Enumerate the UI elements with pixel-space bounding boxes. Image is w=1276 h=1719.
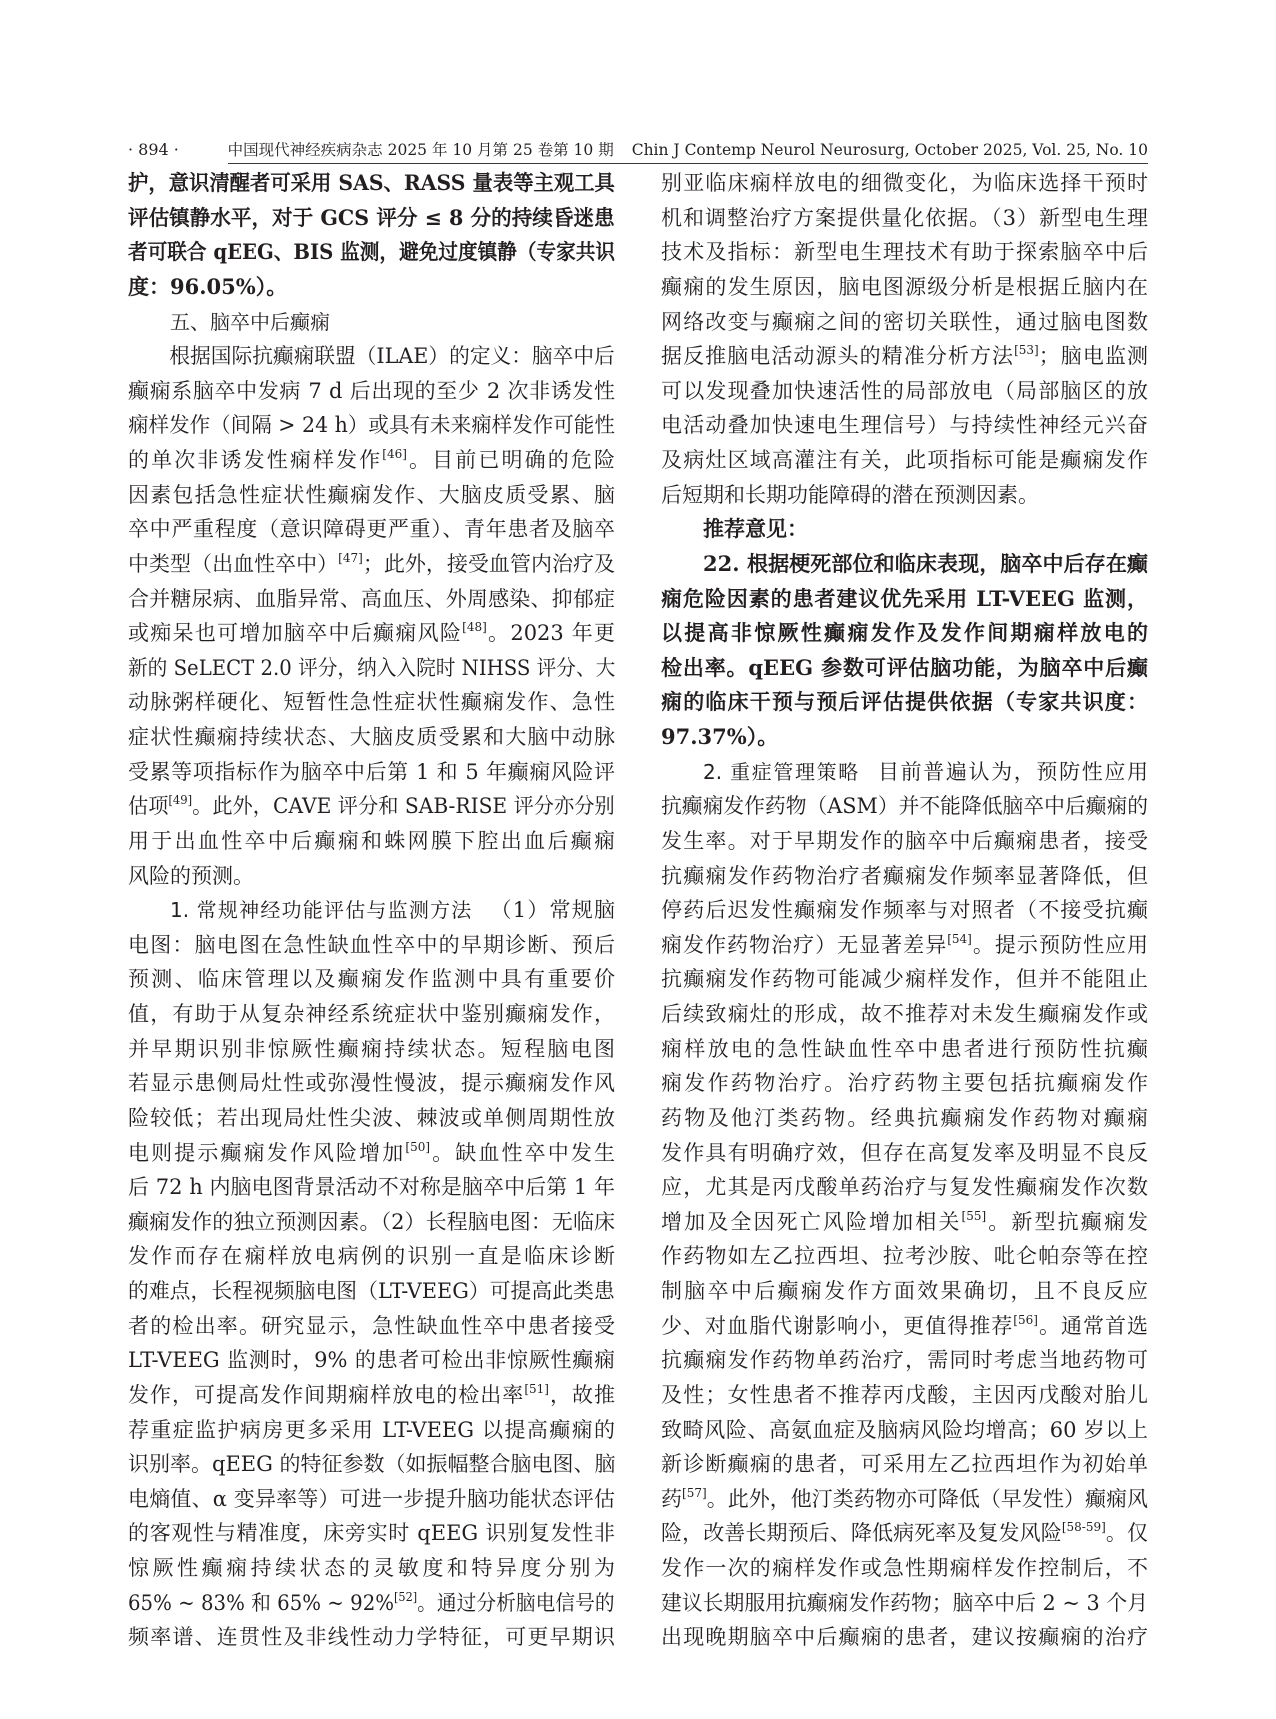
line-text: 据反推脑电活动源头的精准分析方法: [661, 344, 1015, 369]
text-line: [661, 1205, 1148, 1240]
line-text: 风险的预测。: [128, 863, 254, 888]
text-line: [661, 1136, 1148, 1171]
body-paragraph: [661, 755, 1148, 1655]
journal-title-en: Chin J Contemp Neurol Neurosurg, October 2025, Vol. 25, No. 10: [631, 141, 1148, 159]
line-text: 后 72 h 内脑电图背景活动不对称是脑卒中后第 1 年: [128, 1175, 615, 1200]
text-line: [128, 685, 615, 720]
text-line: [661, 339, 1148, 374]
line-text: 险较低；若出现局灶性尖波、棘波或单侧周期性放: [128, 1105, 615, 1130]
line-text: 估项: [128, 794, 169, 819]
line-text: 痫发作药物治疗）无显著差异: [661, 932, 948, 957]
line-text: 的客观性与精准度，床旁实时 qEEG 识别复发性非: [128, 1521, 615, 1546]
text-line: [128, 512, 615, 547]
subsection-title: 2. 重症管理策略: [703, 759, 860, 784]
text-line: [128, 582, 615, 617]
line-text: 。此外，他汀类药物亦可降低（早发性）癫痫风: [706, 1486, 1149, 1511]
text-line: [661, 789, 1149, 824]
line-text: 癫痫发作的独立预测因素。（2）长程脑电图：无临床: [128, 1209, 615, 1234]
text-line: [128, 166, 615, 201]
text-line: [128, 893, 615, 928]
line-text: 者的检出率。研究显示，急性缺血性卒中患者接受: [128, 1313, 615, 1338]
line-text: ，故推: [548, 1382, 616, 1407]
line-text: 频率谱、连贯性及非线性动力学特征，可更早期识: [128, 1625, 615, 1650]
text-line: [661, 928, 1148, 963]
text-line: [661, 1482, 1148, 1517]
line-text: 推荐意见：: [703, 516, 808, 542]
line-text: 发作一次的痫样发作或急性期痫样发作控制后，不: [661, 1556, 1148, 1580]
right-column: [661, 166, 1148, 1655]
text-line: [661, 305, 1148, 340]
text-line: [661, 374, 1148, 409]
line-text: 建议长期服用抗癫痫发作药物；脑卒中后 2 ~ 3 个月: [661, 1590, 1149, 1615]
journal-title-cn: 中国现代神经疾病杂志 2025 年 10 月第 25 卷第 10 期: [227, 141, 614, 159]
text-line: [128, 1516, 615, 1551]
line-text: 痫样放电的急性缺血性卒中患者进行预防性抗癫: [661, 1036, 1148, 1061]
line-text: 增加及全因死亡风险增加相关: [661, 1209, 962, 1234]
line-text: 应，尤其是丙戊酸单药治疗与复发性癫痫发作次数: [661, 1175, 1148, 1200]
text-line: [661, 1378, 1148, 1413]
line-text: 出现晚期脑卒中后癫痫的患者，建议按癫痫的治疗: [661, 1625, 1148, 1650]
text-line: [128, 997, 615, 1032]
line-text: 65% ~ 83% 和 65% ~ 92%: [128, 1590, 395, 1615]
line-text: 。目前已明确的危险: [406, 448, 615, 472]
text-line: [661, 547, 1148, 582]
body-paragraph: [128, 339, 615, 893]
line-text: 因素包括急性症状性癫痫发作、大脑皮质受累、脑: [128, 482, 615, 507]
line-text: 。2023 年更: [486, 621, 616, 646]
line-text: 。缺血性卒中发生: [430, 1140, 616, 1165]
citation-ref: [54]: [947, 931, 972, 946]
line-text: 受累等项指标作为脑卒中后第 1 和 5 年癫痫风险评: [128, 759, 615, 784]
line-text: ；脑电监测: [1038, 344, 1149, 369]
line-text: 或痴呆也可增加脑卒中后癫痫风险: [128, 621, 463, 646]
recommendation-paragraph: [661, 547, 1148, 755]
left-column: [128, 166, 615, 1655]
text-line: [128, 408, 615, 443]
line-text: ；此外，接受血管内治疗及: [362, 551, 615, 576]
text-line: [128, 1413, 615, 1448]
text-line: [128, 339, 615, 374]
line-text: 若显示患侧局灶性或弥漫性慢波，提示癫痫发作风: [128, 1071, 615, 1096]
citation-ref: [47]: [338, 550, 363, 565]
text-line: [661, 512, 1148, 547]
line-text: 电熵值、α 变异率等）可进一步提升脑功能状态评估: [128, 1486, 615, 1511]
line-text: 及病灶区域高灌注有关，此项指标可能是癫痫发作: [661, 448, 1148, 472]
line-text: LT-VEEG 监测时，9% 的患者可检出非惊厥性癫痫: [128, 1348, 615, 1373]
line-text: 五、脑卒中后癫痫: [170, 309, 330, 334]
text-line: [661, 893, 1148, 928]
line-text: 检出率。qEEG 参数可评估脑功能，为脑卒中后癫: [661, 654, 1148, 680]
text-line: [128, 374, 615, 409]
line-text: 新诊断癫痫的患者，可采用左乙拉西坦作为初始单: [661, 1452, 1148, 1477]
line-text: 评估镇静水平，对于 GCS 评分 ≤ 8 分的持续昏迷患: [128, 204, 615, 230]
text-line: [128, 1378, 615, 1413]
text-line: [661, 1032, 1148, 1067]
line-text: 技术及指标：新型电生理技术有助于探索脑卒中后: [661, 240, 1148, 265]
citation-ref: [51]: [524, 1381, 549, 1396]
citation-ref: [48]: [462, 620, 487, 635]
subsection-title: 1. 常规神经功能评估与监测方法: [170, 898, 473, 923]
text-line: [128, 1586, 615, 1621]
line-text: 痫发作药物治疗。治疗药物主要包括抗癫痫发作: [661, 1071, 1148, 1096]
text-line: [661, 1551, 1148, 1586]
text-line: [661, 1309, 1148, 1344]
text-line: [661, 201, 1148, 236]
text-line: [661, 1274, 1148, 1309]
text-line: [128, 270, 615, 305]
citation-ref: [52]: [394, 1589, 418, 1604]
line-text: 网络改变与癫痫之间的密切关联性，通过脑电图数: [661, 309, 1148, 334]
text-line: [128, 1620, 615, 1655]
line-text: 者可联合 qEEG、BIS 监测，避免过度镇静（专家共识: [128, 239, 615, 265]
line-text: 根据国际抗癫痫联盟（ILAE）的定义：脑卒中后: [169, 344, 615, 369]
text-line: [128, 789, 615, 824]
citation-ref: [53]: [1014, 343, 1039, 358]
line-text: 后短期和长期功能障碍的潜在预测因素。: [661, 482, 1039, 507]
line-text: 电图：脑电图在急性缺血性卒中的早期诊断、预后: [128, 932, 615, 957]
line-text: 抗癫痫发作药物单药治疗，需同时考虑当地药物可: [661, 1348, 1148, 1373]
line-text: 合并糖尿病、血脂异常、高血压、外周感染、抑郁症: [128, 586, 615, 611]
citation-ref: [46]: [382, 447, 407, 461]
text-line: [661, 1586, 1149, 1621]
text-line: [128, 478, 615, 513]
text-line: [128, 962, 615, 997]
line-text: 电则提示癫痫发作风险增加: [128, 1140, 406, 1165]
line-text: 以提高非惊厥性癫痫发作及发作间期痫样放电的: [661, 620, 1148, 646]
line-text: 及性；女性患者不推荐丙戊酸，主因丙戊酸对胎儿: [661, 1382, 1148, 1407]
citation-ref: [49]: [168, 793, 193, 808]
line-text: 发生率。对于早期发作的脑卒中后癫痫患者，接受: [661, 828, 1148, 853]
text-line: [661, 166, 1148, 201]
line-text: 制脑卒中后癫痫发作方面效果确切，且不良反应: [661, 1279, 1148, 1303]
text-line: [128, 824, 615, 859]
line-text: 痫的临床干预与预后评估提供依据（专家共识度：: [661, 689, 1148, 715]
line-text: 。提示预防性应用: [971, 932, 1149, 957]
line-text: 痫危险因素的患者建议优先采用 LT-VEEG 监测，: [661, 585, 1148, 611]
line-text: 度：96.05%）。: [128, 273, 288, 299]
text-line: [661, 1066, 1148, 1101]
line-text: 中类型（出血性卒中）: [128, 551, 339, 576]
line-text: 电活动叠加快速电生理信号）与持续性神经元兴奋: [661, 413, 1148, 438]
text-line: [661, 478, 1148, 513]
journal-title: [228, 139, 1148, 164]
citation-ref: [56]: [1013, 1312, 1038, 1327]
text-line: [661, 997, 1148, 1032]
text-line: [128, 616, 615, 651]
line-text: 停药后迟发性癫痫发作频率与对照者（不接受抗癫: [661, 898, 1148, 923]
line-text: 新的 SeLECT 2.0 评分，纳入入院时 NIHSS 评分、大: [128, 655, 616, 680]
line-text: 卒中严重程度（意识障碍更严重）、青年患者及脑卒: [128, 517, 615, 542]
line-text: 癫痫系脑卒中发病 7 d 后出现的至少 2 次非诱发性: [128, 378, 615, 403]
text-line: [128, 201, 615, 236]
text-line: [661, 616, 1148, 651]
line-text: 值，有助于从复杂神经系统症状中鉴别癫痫发作，: [128, 1002, 615, 1026]
line-text: 致畸风险、高氨血症及脑病风险均增高；60 岁以上: [661, 1417, 1148, 1442]
line-text: 机和调整治疗方案提供量化依据。（3）新型电生理: [661, 205, 1148, 230]
text-line: [661, 859, 1148, 894]
text-line: [661, 1447, 1148, 1482]
text-line: [128, 1066, 615, 1101]
body-paragraph: [661, 166, 1148, 512]
line-text: 用于出血性卒中后癫痫和蛛网膜下腔出血后癫痫: [128, 828, 615, 853]
text-line: [661, 582, 1148, 617]
line-text: 动脉粥样硬化、短暂性急性症状性癫痫发作、急性: [128, 690, 615, 715]
text-line: [128, 859, 615, 894]
line-text: 荐重症监护病房更多采用 LT-VEEG 以提高癫痫的: [128, 1417, 615, 1442]
line-text: 97.37%）。: [661, 724, 779, 749]
citation-ref: [57]: [682, 1485, 707, 1500]
text-line: [128, 928, 615, 963]
recommendation-paragraph: [128, 166, 615, 305]
text-line: [128, 1101, 615, 1136]
line-text: 别亚临床痫样放电的细微变化，为临床选择干预时: [661, 171, 1148, 195]
text-line: [661, 408, 1148, 443]
text-line: [661, 1516, 1148, 1551]
line-text: 识别率。qEEG 的特征参数（如振幅整合脑电图、脑: [128, 1452, 616, 1477]
line-text: 。仅: [1105, 1521, 1149, 1546]
text-line: [128, 305, 615, 340]
line-text: 后续致痫灶的形成，故不推荐对未发生癫痫发作或: [661, 1002, 1148, 1026]
line-text: 预测、临床管理以及癫痫发作监测中具有重要价: [128, 967, 615, 992]
line-text: 的难点，长程视频脑电图（LT-VEEG）可提高此类患: [128, 1279, 615, 1303]
line-text: 惊厥性癫痫持续状态的灵敏度和特异度分别为: [128, 1556, 615, 1580]
line-text: 抗癫痫发作药物可能减少痫样发作，但并不能阻止: [661, 967, 1148, 992]
text-line: [661, 1239, 1148, 1274]
line-text: 并早期识别非惊厥性癫痫持续状态。短程脑电图: [128, 1036, 615, 1061]
line-text: 。新型抗癫痫发: [986, 1209, 1149, 1234]
text-line: [128, 1482, 615, 1517]
line-text: （1）常规脑: [490, 898, 615, 923]
text-line: [128, 1032, 615, 1067]
line-text: 发作，可提高发作间期痫样放电的检出率: [128, 1382, 525, 1407]
text-line: [661, 443, 1148, 478]
text-line: [661, 755, 1148, 790]
line-text: 。此外，CAVE 评分和 SAB-RISE 评分亦分别: [192, 794, 615, 819]
line-text: 险，改善长期预后、降低病死率及复发风险: [661, 1521, 1062, 1546]
text-line: [661, 1413, 1148, 1448]
text-line: [128, 1309, 615, 1344]
text-line: [661, 651, 1148, 686]
text-line: [128, 443, 615, 478]
text-line: [128, 1170, 615, 1205]
text-line: [661, 1343, 1148, 1378]
citation-ref: [55]: [961, 1208, 987, 1223]
line-text: 。通过分析脑电信号的: [417, 1590, 615, 1615]
text-line: [661, 1620, 1148, 1655]
line-text: 药物及他汀类药物。经典抗癫痫发作药物对癫痫: [661, 1105, 1148, 1130]
line-text: 的单次非诱发性痫样发作: [128, 448, 383, 472]
text-line: [128, 235, 615, 270]
text-line: [661, 270, 1148, 305]
line-text: 可以发现叠加快速活性的局部放电（局部脑区的放: [661, 378, 1148, 403]
line-text: 发作具有明确疗效，但存在高复发率及明显不良反: [661, 1140, 1148, 1165]
text-line: [661, 685, 1148, 720]
page-number: · 894 ·: [128, 140, 179, 159]
text-line: [128, 1551, 615, 1586]
text-line: [661, 235, 1148, 270]
running-header: [128, 139, 1148, 165]
line-text: 癫痫的发生原因，脑电图源级分析是根据丘脑内在: [661, 274, 1148, 299]
line-text: 抗癫痫发作药物（ASM）并不能降低脑卒中后癫痫的: [661, 794, 1149, 819]
text-line: [128, 1136, 615, 1171]
line-text: 作药物如左乙拉西坦、拉考沙胺、吡仑帕奈等在控: [661, 1244, 1148, 1269]
line-text: 抗癫痫发作药物治疗者癫痫发作频率显著降低，但: [661, 863, 1148, 888]
text-line: [128, 1239, 615, 1274]
line-text: 22. 根据梗死部位和临床表现，脑卒中后存在癫: [703, 550, 1148, 576]
text-line: [661, 824, 1148, 859]
citation-ref: [58-59]: [1061, 1520, 1106, 1535]
line-text: 目前普遍认为，预防性应用: [877, 759, 1148, 784]
line-text: 药: [661, 1486, 683, 1511]
section-heading: [128, 305, 615, 340]
recommendation-paragraph: [661, 512, 1148, 547]
text-line: [128, 1274, 615, 1309]
line-text: 。通常首选: [1037, 1313, 1149, 1338]
citation-ref: [50]: [405, 1139, 431, 1154]
text-line: [128, 1343, 615, 1378]
text-line: [128, 755, 615, 790]
text-line: [128, 547, 615, 582]
line-text: 少、对血脂代谢影响小，更值得推荐: [661, 1313, 1014, 1338]
body-paragraph: [128, 893, 615, 1655]
text-line: [661, 720, 1148, 755]
text-line: [661, 1170, 1148, 1205]
text-line: [128, 651, 616, 686]
line-text: 症状性癫痫持续状态、大脑皮质受累和大脑中动脉: [128, 725, 615, 749]
text-line: [128, 1447, 615, 1482]
text-line: [128, 720, 615, 755]
line-text: 痫样发作（间隔 > 24 h）或具有未来痫样发作可能性: [128, 413, 615, 438]
line-text: 发作而存在痫样放电病例的识别一直是临床诊断: [128, 1244, 615, 1269]
text-line: [661, 962, 1148, 997]
text-line: [661, 1101, 1148, 1136]
line-text: 护，意识清醒者可采用 SAS、RASS 量表等主观工具: [128, 170, 615, 195]
text-line: [128, 1205, 615, 1240]
